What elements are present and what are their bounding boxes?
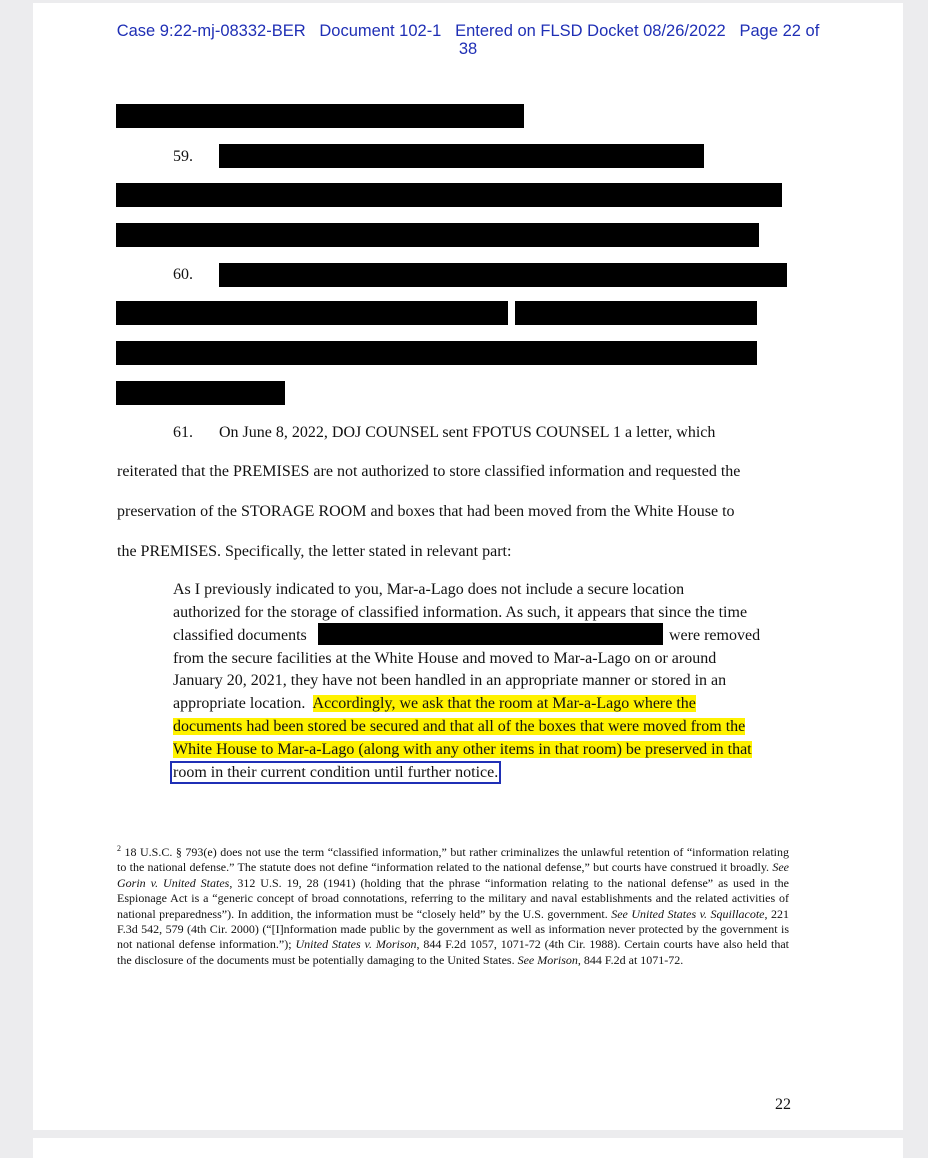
paragraph-61-line: the PREMISES. Specifically, the letter stated in relevant part:: [117, 543, 512, 560]
redaction-bar: [219, 144, 704, 168]
redaction-bar: [116, 301, 508, 325]
footnote-citation: See Gorin v. United States: [117, 860, 789, 890]
footnote-citation: See United States v. Squillacote: [611, 906, 765, 921]
quote-line: [173, 695, 696, 713]
quote-line: from the secure facilities at the White House and moved to Mar-a-Lago on or around: [173, 650, 717, 667]
footnote-citation: United States v. Morison: [295, 937, 417, 952]
highlighted-text: Accordingly, we ask that the room at Mar-a-Lago where the: [312, 695, 696, 712]
redaction-bar: [116, 341, 757, 365]
redaction-bar: [116, 381, 285, 405]
document-page: [33, 3, 903, 1130]
redaction-bar: [116, 223, 759, 247]
highlighted-text: documents had been stored be secured and that all of the boxes that were moved from the: [173, 718, 746, 735]
quote-line: [173, 741, 752, 759]
quote-line: were removed: [669, 627, 761, 644]
redaction-bar: [515, 301, 757, 325]
quote-line: [173, 718, 745, 736]
paragraph-number-59: 59.: [173, 148, 193, 165]
footnote-text: , 844 F.2d at 1071-72.: [577, 952, 684, 967]
page-number: 22: [775, 1096, 791, 1113]
redaction-bar: [318, 623, 663, 645]
boxed-text: room in their current condition until further notice.: [173, 764, 499, 781]
redaction-bar: [116, 183, 782, 207]
docket-header: [33, 22, 903, 58]
quote-line: classified documents: [173, 627, 307, 644]
footnote-text: , 221 F.3d 542, 579 (4th Cir. 2000) (“[I]nformation made public by the government as well as information never protected by the government is not national defense information.”);: [117, 906, 789, 952]
redaction-bar: [219, 263, 787, 287]
next-page-edge: [33, 1138, 903, 1158]
paragraph-61-line: On June 8, 2022, DOJ COUNSEL sent FPOTUS COUNSEL 1 a letter, which: [219, 424, 716, 441]
footnote-citation: See Morison: [517, 952, 578, 967]
paragraph-number-60: 60.: [173, 266, 193, 283]
quote-text: appropriate location.: [173, 695, 313, 712]
quote-line: [173, 764, 498, 782]
docket-header-line1: Case 9:22-mj-08332-BER Document 102-1 Entered on FLSD Docket 08/26/2022 Page 22 of: [116, 22, 820, 40]
footnote-text: , 312 U.S. 19, 28 (1941) (holding that the phrase “information relating to the national defense” as used in the Espionage Act is a “generic concept of broad connotations, referring to the military and naval establishments and the related activities of national preparedness”). In addition, the information must be “closely held” by the U.S. government.: [117, 875, 789, 921]
footnote-text: 18 U.S.C. § 793(e) does not use the term “classified information,” but rather criminalizes the unlawful retention of “information relating to the national defense.” The statute does not define “information related to the national defense,” but courts have construed it broadly.: [117, 845, 789, 875]
docket-header-line2: 38: [458, 40, 478, 58]
paragraph-61-line: preservation of the STORAGE ROOM and boxes that had been moved from the White House to: [117, 503, 735, 520]
quote-line: January 20, 2021, they have not been handled in an appropriate manner or stored in an: [173, 672, 727, 689]
quote-line: As I previously indicated to you, Mar-a-Lago does not include a secure location: [173, 581, 685, 598]
highlighted-text: White House to Mar-a-Lago (along with any other items in that room) be preserved in that: [173, 741, 752, 758]
paragraph-61-line: reiterated that the PREMISES are not authorized to store classified information and requested the: [117, 463, 741, 480]
quote-line: authorized for the storage of classified information. As such, it appears that since the time: [173, 604, 748, 621]
redaction-bar: [116, 104, 524, 128]
footnote: [117, 841, 789, 968]
paragraph-number-61: 61.: [173, 424, 193, 441]
footnote-marker: 2: [117, 844, 121, 853]
footnote-text: , 844 F.2d 1057, 1071-72 (4th Cir. 1988). Certain courts have also held that the disclosure of the documents must be potentially damaging to the United States.: [117, 937, 789, 967]
